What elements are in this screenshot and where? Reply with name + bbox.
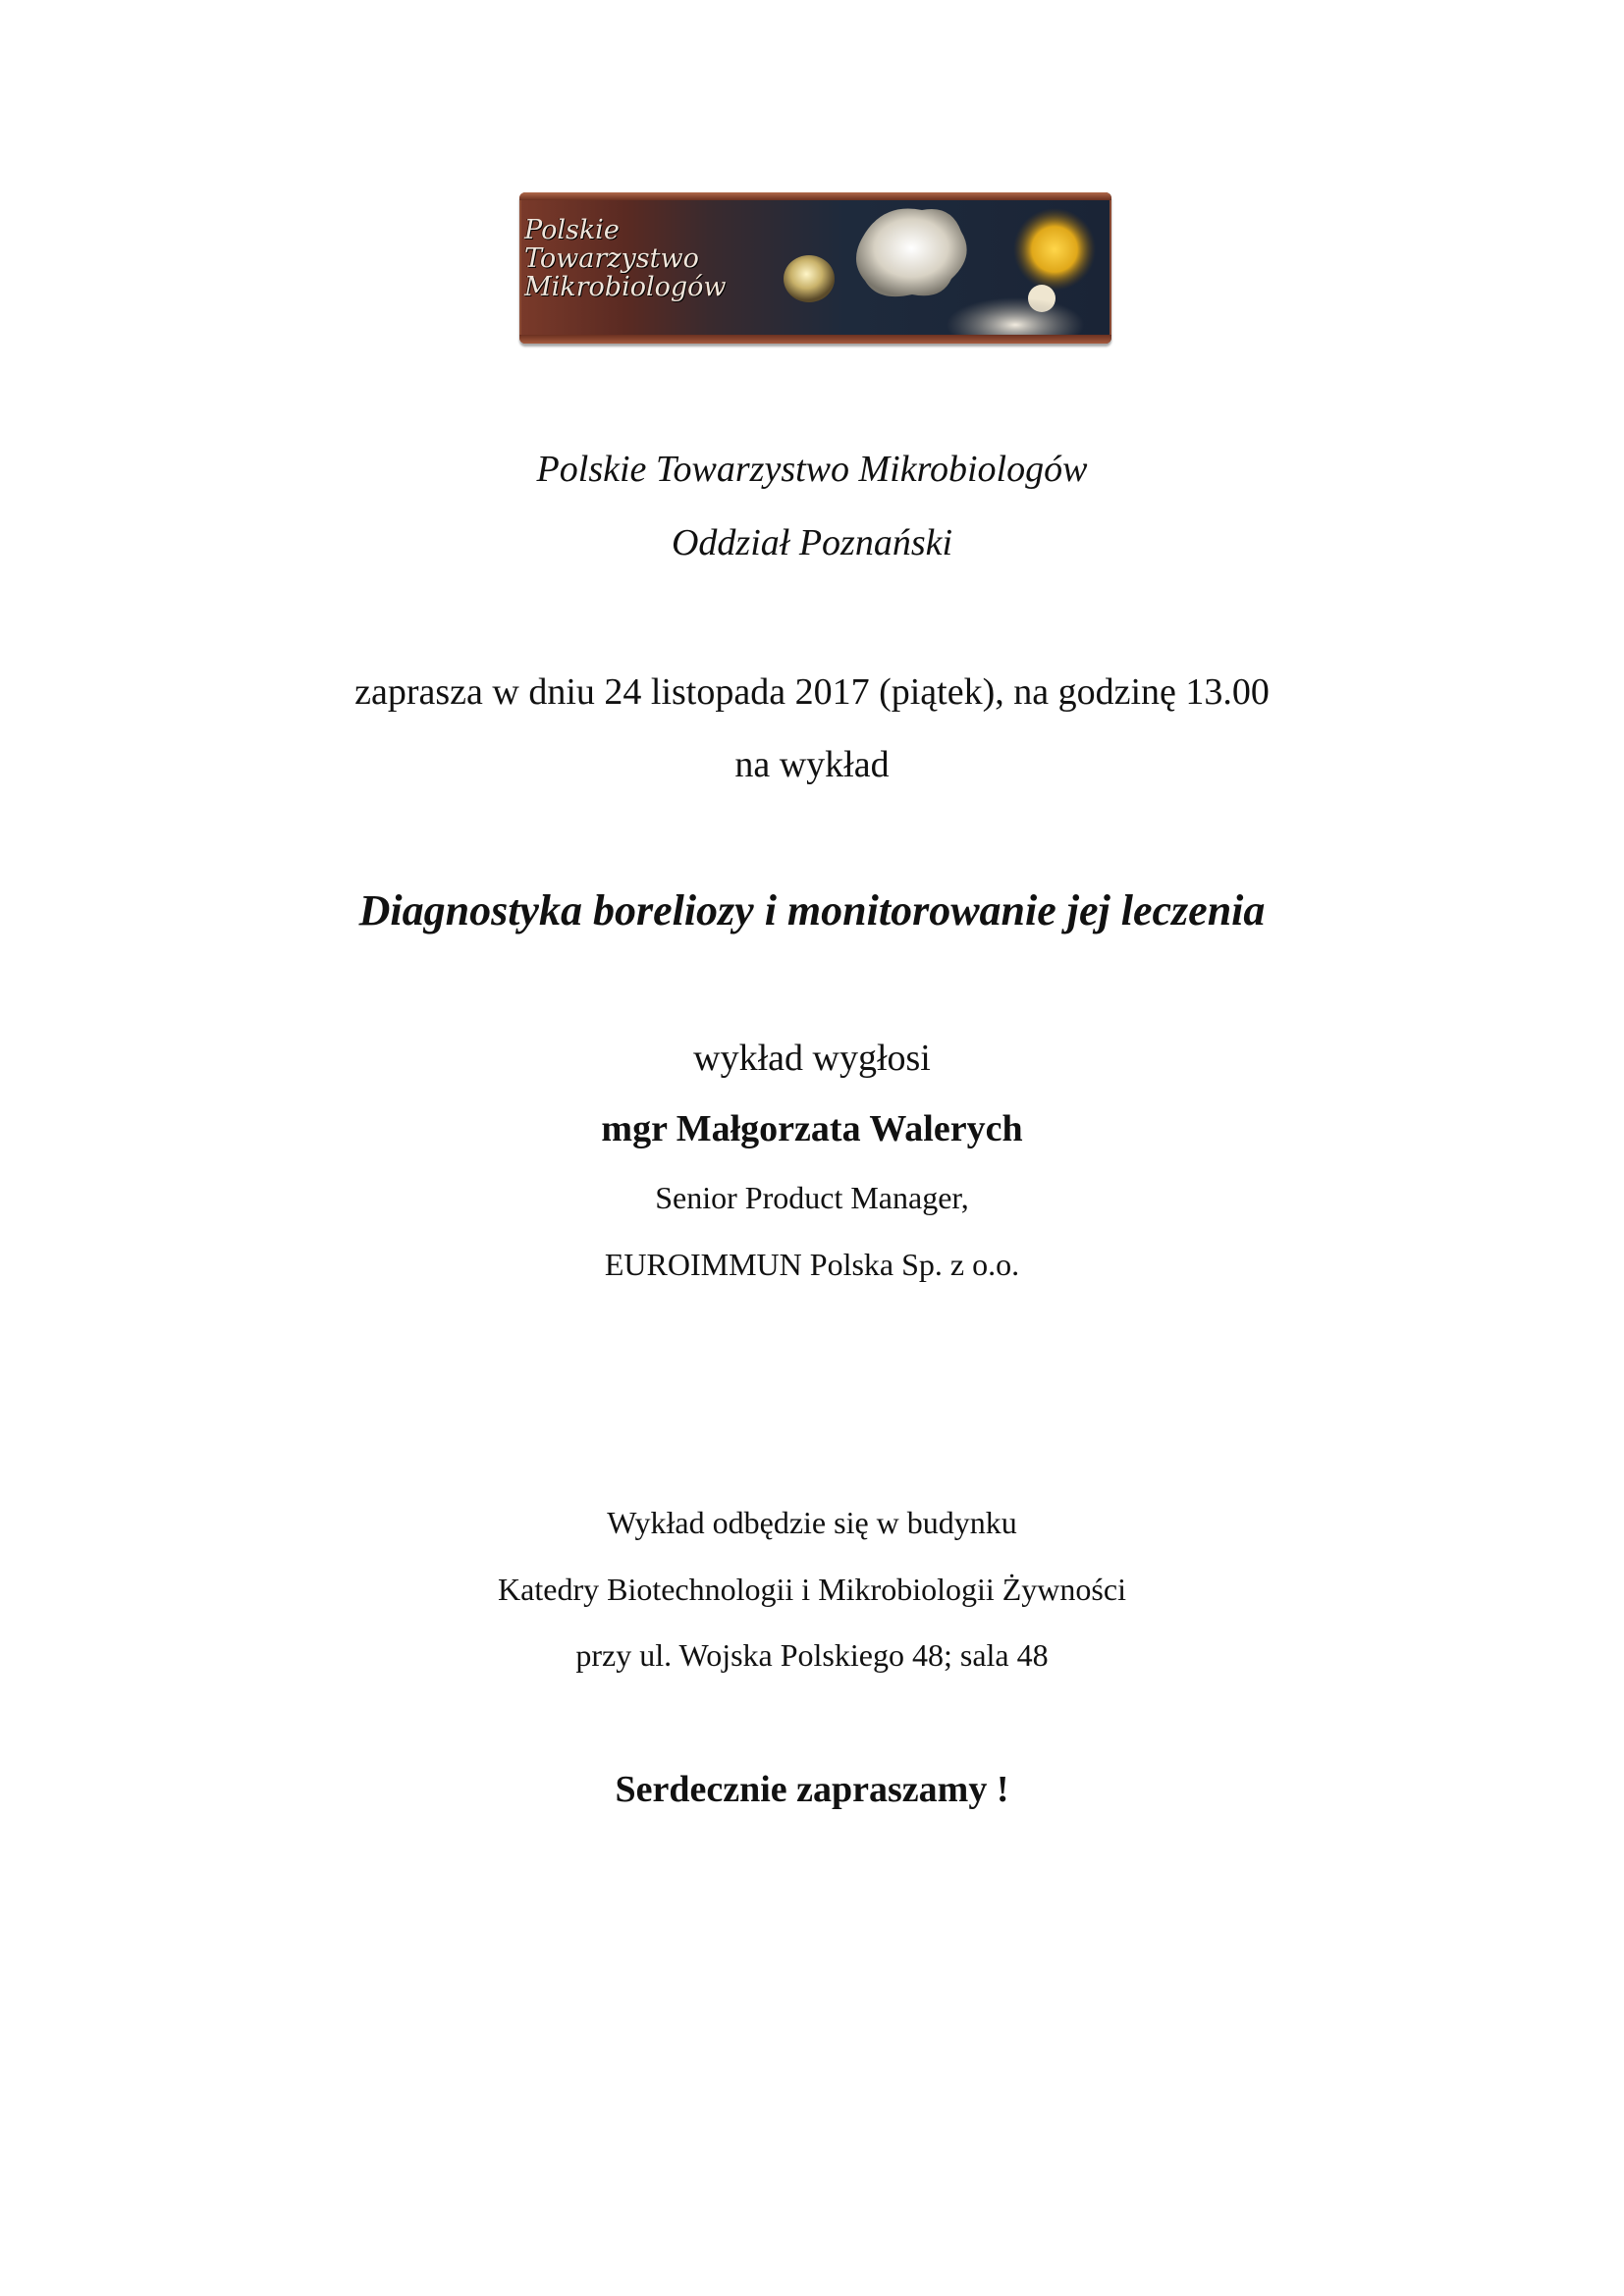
invitation-lecture-label: na wykład (734, 744, 890, 785)
closing-greeting: Serdecznie zapraszamy ! (615, 1769, 1009, 1810)
colony-small-left (784, 255, 835, 302)
speaker-intro: wykład wygłosi (693, 1038, 931, 1079)
speaker-position: Senior Product Manager, (655, 1180, 969, 1215)
colony-large-white (856, 209, 967, 297)
venue-line-1: Wykład odbędzie się w budynku (607, 1505, 1017, 1540)
logo-bottom-border (519, 335, 1111, 344)
venue-line-3: przy ul. Wojska Polskiego 48; sala 48 (575, 1637, 1049, 1673)
venue-line-2: Katedry Biotechnologii i Mikrobiologii Żywności (498, 1572, 1126, 1607)
colony-yellow (1013, 208, 1096, 291)
logo-wordmark (524, 216, 727, 301)
speaker-name: mgr Małgorzata Walerych (601, 1108, 1023, 1149)
lecture-title: Diagnostyka boreliozy i monitorowanie jej leczenia (358, 886, 1266, 934)
logo-line-2: Towarzystwo (524, 243, 699, 274)
invitation-date-time: zaprasza w dniu 24 listopada 2017 (piątek), na godzinę 13.00 (354, 671, 1270, 713)
society-logo (519, 192, 1111, 344)
logo-line-3: Mikrobiologów (524, 272, 727, 302)
organization-name: Polskie Towarzystwo Mikrobiologów (536, 449, 1088, 490)
organization-branch: Oddział Poznański (671, 522, 953, 563)
speaker-company: EUROIMMUN Polska Sp. z o.o. (604, 1247, 1020, 1282)
logo-line-1: Polskie (524, 215, 620, 245)
